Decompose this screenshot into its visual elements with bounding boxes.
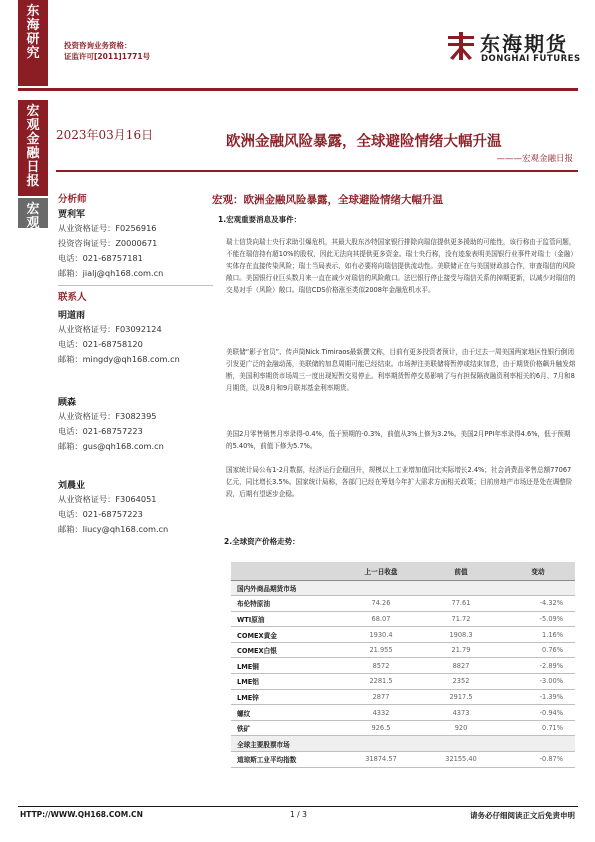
previous-value: 2917.5: [421, 689, 501, 705]
report-subtitle: ———宏观金融日报: [496, 154, 573, 164]
side-tab-char: 宏: [26, 202, 40, 217]
contact-detail-line: 从业资格证号：F03092124: [58, 324, 162, 334]
asset-name: 铁矿: [231, 720, 341, 736]
paragraph: 国家统计局公布1-2月数据，经济运行企稳回升，规模以上工业增加值同比实际增长2.4%；社会消费品零售总额77067亿元，同比增长3.5%。国家统计局称，各部门已经在筹划今年扩大需求方面相关政策；目前房地产市场还是处在调整阶段，后期有望逐步企稳。: [226, 466, 573, 498]
footer-rule: [18, 806, 578, 807]
side-tab-char: 海: [26, 18, 40, 33]
last-close: 2877: [341, 689, 421, 705]
analyst-heading: 分析师: [58, 194, 87, 205]
contact-card: [58, 397, 208, 454]
side-tab-char: 报: [26, 174, 40, 189]
section2-heading: 2.全球资产价格走势：: [224, 537, 300, 546]
side-tab-char: 研: [26, 32, 40, 47]
paragraph: 瑞士信贷向瑞士央行求助引爆危机，其最大股东沙特国家银行排除向瑞信提供更多援助的可能性，该行称由于监管问题，不能在瑞信持有超10%的股权，因此无法向其提供更多资金。瑞士央行称，没有迹象表明美国银行业事件对瑞士（金融）实体存在直接传染风险；瑞士当局表示，如有必要将向瑞信提供流动性。美联储正在与美国财政部合作，审查瑞信的风险敞口。美国银行业巨头数月来一直在减少对瑞信的风险敞口。法巴银行停止接受与瑞信关系的掉期更新，以减少对瑞信的交易对手（风险）敞口。瑞信CDS价格涨至类似2008年金融危机水平。: [226, 238, 576, 294]
contact-detail-line[interactable]: 邮箱：mingdy@qh168.com.cn: [58, 354, 180, 364]
side-tab-char: 金: [26, 132, 40, 147]
group-label: 全球主要股票市场: [231, 736, 575, 752]
contact-name: 明道雨: [58, 311, 86, 321]
change: -0.94%: [501, 705, 575, 721]
contact-card: [58, 310, 208, 367]
last-close: 21.955: [341, 642, 421, 658]
table-row: [231, 720, 575, 736]
asset-name: 道琼斯工业平均指数: [231, 752, 341, 768]
last-close: 2281.5: [341, 674, 421, 690]
table-row: [231, 627, 575, 643]
contact-card: [58, 480, 208, 537]
change: 0.76%: [501, 642, 575, 658]
analyst-details: [58, 221, 208, 281]
contact-name: 刘晨业: [58, 481, 86, 491]
contacts-heading: 联系人: [58, 292, 87, 303]
col-header: 变动: [501, 562, 575, 580]
title-rule: [56, 170, 578, 172]
change: 0.71%: [501, 720, 575, 736]
change: -1.39%: [501, 689, 575, 705]
asset-name: LME铜: [231, 658, 341, 674]
analyst-name: 贾利军: [58, 210, 86, 220]
col-header: 前值: [421, 562, 501, 580]
table-row: [231, 611, 575, 627]
side-tab-research: [18, 0, 48, 86]
header-rule: [18, 88, 578, 91]
table-row: [231, 705, 575, 721]
side-tab-char: 观: [26, 118, 40, 133]
contact-detail-line: 电话：021-68757223: [58, 426, 143, 436]
table-group-row: [231, 580, 575, 596]
change: -0.87%: [501, 752, 575, 768]
section-title: 宏观：欧洲金融风险暴露，全球避险情绪大幅升温: [212, 194, 443, 206]
analyst-detail-line: 电话：021-68757181: [58, 253, 143, 263]
divider: [58, 285, 213, 286]
last-close: 74.26: [341, 596, 421, 612]
logo-text-cn: 东海期货: [480, 32, 568, 56]
side-tab-char: 东: [26, 4, 40, 19]
asset-name: COMEX白银: [231, 642, 341, 658]
last-close: 8572: [341, 658, 421, 674]
paragraph: 美国2月零售销售月率录得-0.4%，低于预期的-0.3%，前值从3%上修为3.2%。美国2月PPI年率录得4.6%，低于预期的5.40%，前值下修为5.7%。: [226, 430, 571, 450]
side-tab-category: [18, 198, 48, 231]
previous-value: 71.72: [421, 611, 501, 627]
previous-value: 77.61: [421, 596, 501, 612]
change: -5.09%: [501, 611, 575, 627]
contact-detail-line: 从业资格证号：F3082395: [58, 411, 157, 421]
qualification: [64, 40, 150, 62]
last-close: 1930.4: [341, 627, 421, 643]
side-tab-char: 宏: [26, 104, 40, 119]
previous-value: 4373: [421, 705, 501, 721]
side-tab-report-type: [18, 100, 48, 196]
previous-value: 21.79: [421, 642, 501, 658]
qualification-line2: 证监许可[2011]1771号: [64, 52, 151, 61]
paragraph: 美联储“影子官员”、传声筒Nick Timiraos最新撰文称，目前有更多投资者预计，由于过去一周美国两家地区性银行倒闭引发更广泛的金融动荡，美联储的加息周期可能已经结束。市场押注美联储将暂停或结束加息，由于期货价格飙升触发熔断，美国利率期货市场周三一度出现短暂交易停止。利率期货暂停交易影响了与有担保隔夜融资利率相关的6月、7月和8月期货，以及8月和9月联邦基金利率期货。: [226, 348, 576, 392]
side-tab-char: 日: [26, 160, 40, 175]
side-tab-char: 观: [26, 216, 40, 231]
change: 1.16%: [501, 627, 575, 643]
last-close: 68.07: [341, 611, 421, 627]
asset-price-table: [231, 562, 575, 768]
page-number: 1 / 3: [290, 810, 307, 819]
table-row: [231, 689, 575, 705]
table-row: [231, 658, 575, 674]
col-header: 上一日收盘: [341, 562, 421, 580]
asset-name: LME铝: [231, 674, 341, 690]
section1-heading: 1.宏观重要消息及事件：: [218, 215, 302, 224]
asset-name: COMEX黄金: [231, 627, 341, 643]
last-close: 4332: [341, 705, 421, 721]
change: -2.89%: [501, 658, 575, 674]
contact-detail-line: 电话：021-68758120: [58, 339, 143, 349]
asset-name: 布伦特原油: [231, 596, 341, 612]
previous-value: 32155.40: [421, 752, 501, 768]
table-header-row: [231, 562, 575, 580]
table-row: [231, 752, 575, 768]
table-row: [231, 596, 575, 612]
side-tab-char: 究: [26, 46, 40, 61]
asset-name: WTI原油: [231, 611, 341, 627]
table-row: [231, 642, 575, 658]
change: -3.00%: [501, 674, 575, 690]
previous-value: 1908.3: [421, 627, 501, 643]
previous-value: 920: [421, 720, 501, 736]
contact-detail-line: 电话：021-68757223: [58, 509, 143, 519]
table-row: [231, 674, 575, 690]
group-label: 国内外商品期货市场: [231, 580, 575, 596]
change: -4.32%: [501, 596, 575, 612]
footer-disclaimer: 请务必仔细阅读正文后免责申明: [470, 811, 575, 820]
analyst-detail-line: 投资咨询证号：Z0000671: [58, 238, 158, 248]
qualification-line1: 投资咨询业务资格：: [64, 41, 132, 50]
contact-detail-line[interactable]: 邮箱：gus@qh168.com.cn: [58, 441, 164, 451]
logo-text-en: DONGHAI FUTURES: [481, 54, 581, 64]
analyst-block: [58, 194, 208, 537]
analyst-detail-line: 从业资格证号：F0256916: [58, 223, 157, 233]
company-logo: [446, 26, 581, 70]
footer-url[interactable]: HTTP://WWW.QH168.COM.CN: [20, 810, 143, 819]
contact-detail-line: 从业资格证号：F3064051: [58, 494, 157, 504]
report-date: 2023年03月16日: [56, 128, 154, 142]
table-body: [231, 580, 575, 767]
previous-value: 2352: [421, 674, 501, 690]
contact-detail-line[interactable]: 邮箱：liucy@qh168.com.cn: [58, 524, 169, 534]
last-close: 926.5: [341, 720, 421, 736]
donghai-logo-mark-icon: [446, 30, 476, 62]
analyst-detail-line[interactable]: 邮箱：jialj@qh168.com.cn: [58, 268, 164, 278]
col-header: [231, 562, 341, 580]
contact-name: 顾森: [58, 398, 77, 408]
contacts-list: [58, 310, 208, 537]
asset-name: LME锌: [231, 689, 341, 705]
side-tab-char: 融: [26, 146, 40, 161]
last-close: 31874.57: [341, 752, 421, 768]
report-title: 欧洲金融风险暴露，全球避险情绪大幅升温: [226, 133, 502, 150]
asset-name: 螺纹: [231, 705, 341, 721]
previous-value: 8827: [421, 658, 501, 674]
table-group-row: [231, 736, 575, 752]
